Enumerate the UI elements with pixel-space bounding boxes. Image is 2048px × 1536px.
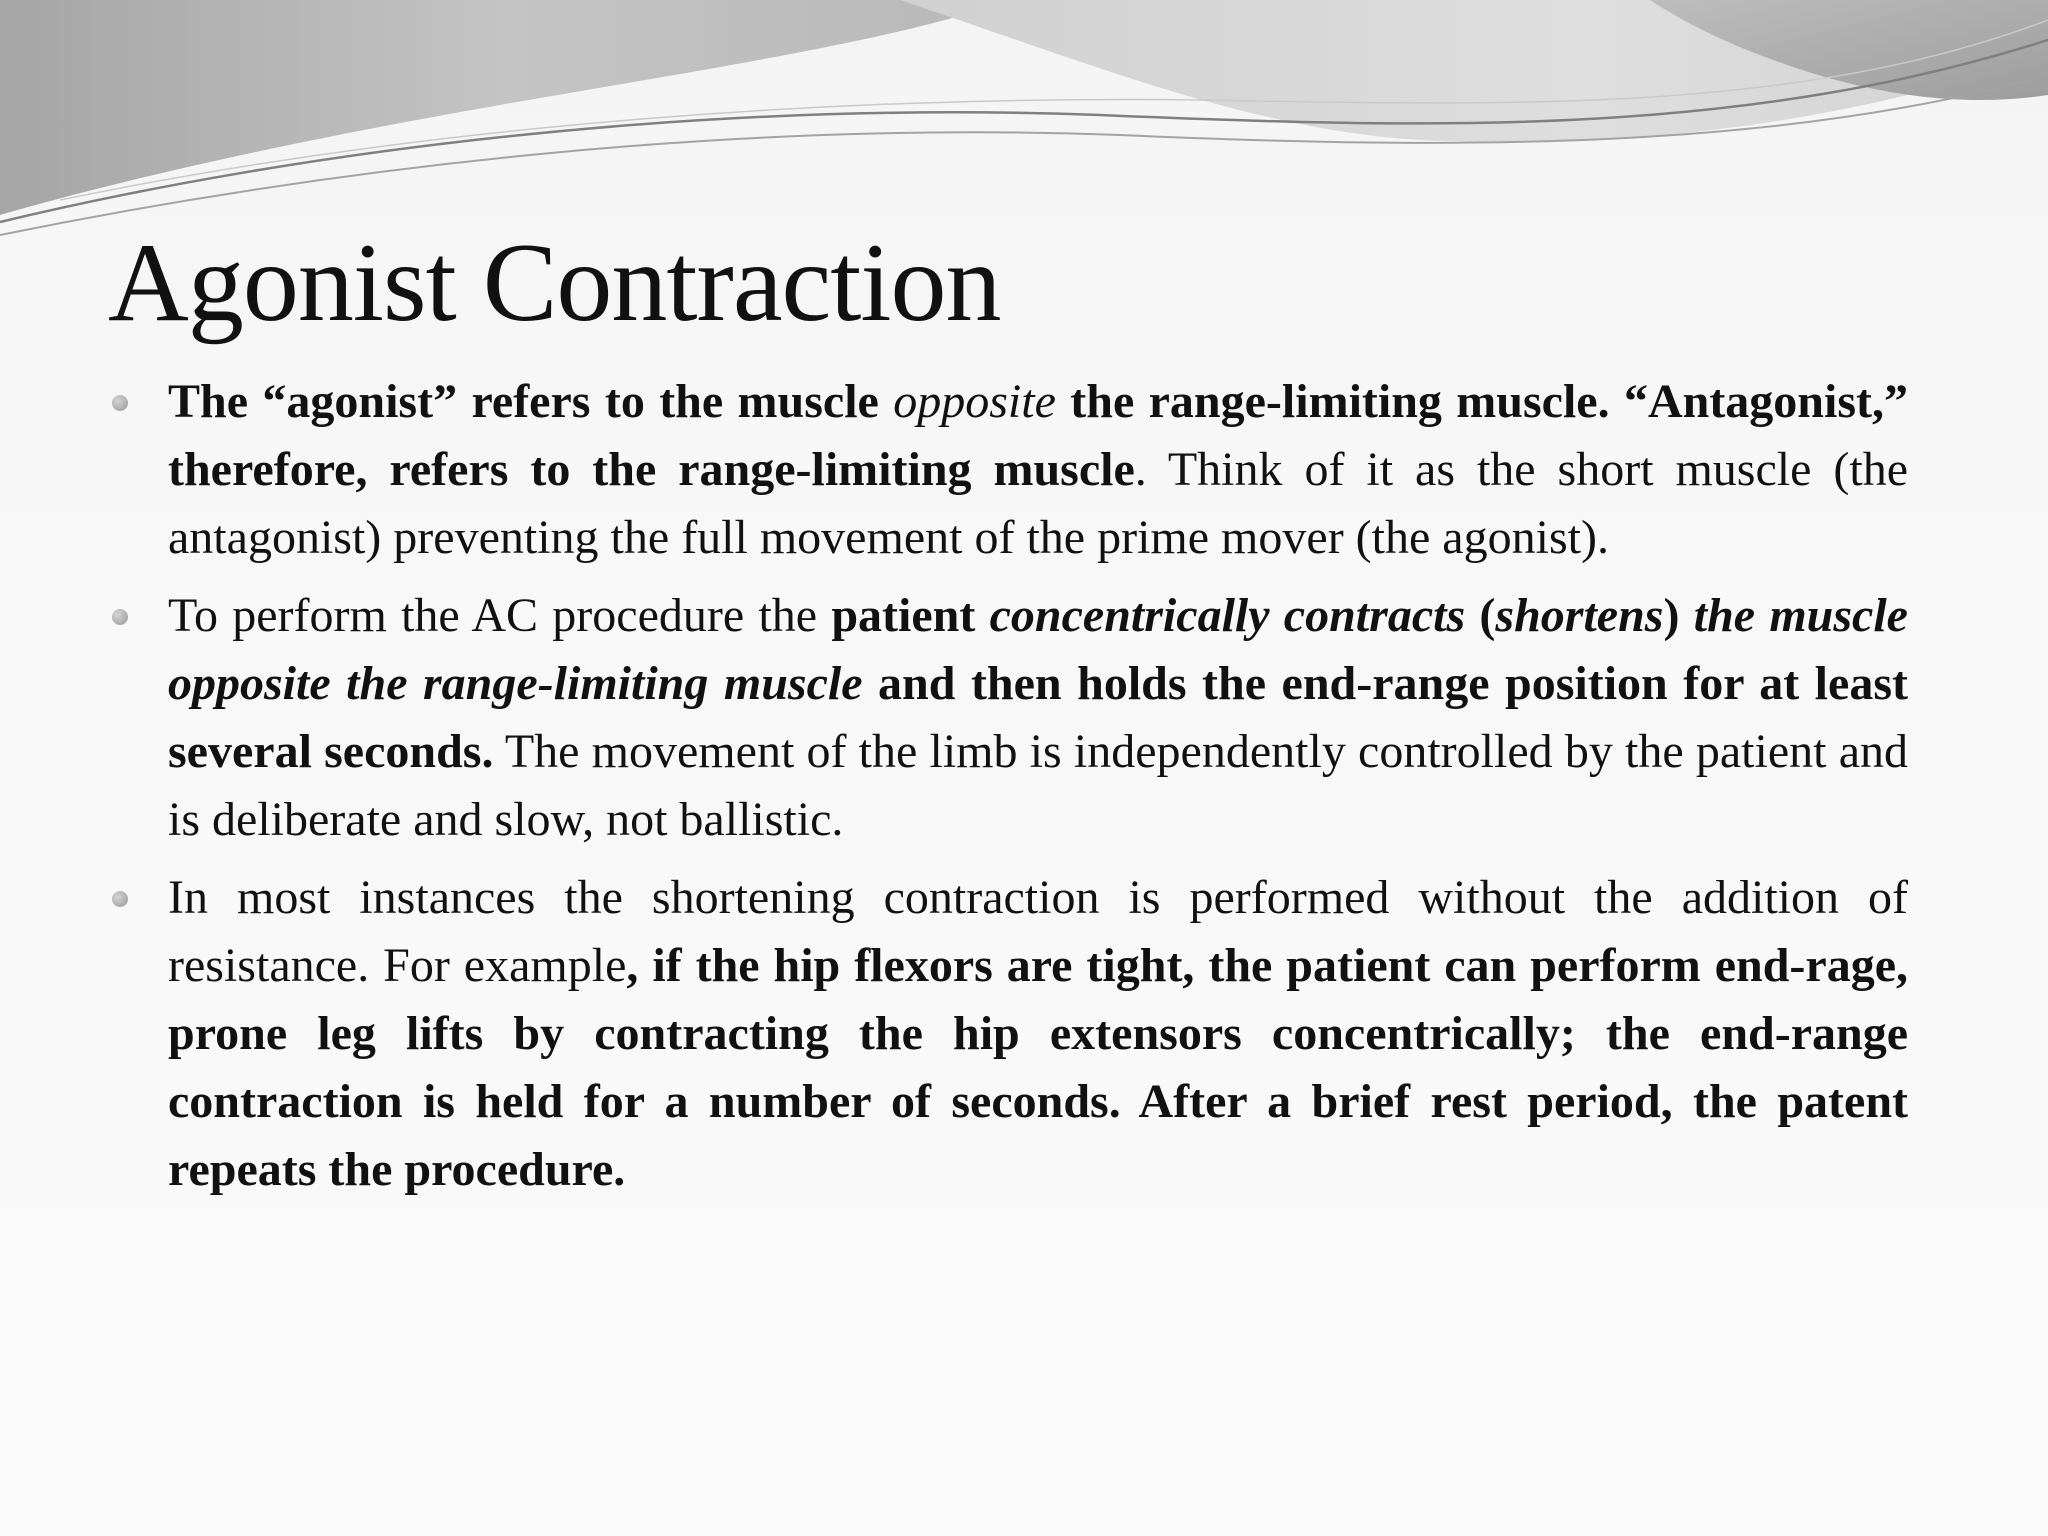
- text-span: the range-limiting muscle. “Antagonist,” therefore, refers to the range-limiting muscle: [168, 375, 1909, 496]
- bullet-list: [108, 368, 1908, 1214]
- text-span: patient: [831, 589, 990, 642]
- text-span: concentrically contracts: [989, 589, 1466, 642]
- text-span: , if the hip flexors are tight, the patient can perform end-rage, prone leg lifts by contracting the hip extensors concentrically; the end-range contraction is held for a number of seconds. After a brief rest period, the patent repeats the procedure.: [168, 939, 1909, 1196]
- bullet-item-3: [108, 864, 1908, 1204]
- text-span: opposite: [893, 375, 1056, 428]
- bullet-text-1: [168, 368, 1908, 572]
- bullet-dot-icon: [112, 395, 128, 411]
- text-span: The movement of the limb is independently controlled by the patient and is deliberate and slow, not ballistic.: [168, 725, 1909, 846]
- text-span: To perform the AC procedure the: [168, 589, 832, 642]
- bullet-dot-icon: [112, 609, 128, 625]
- text-span: The “agonist” refers to the muscle: [168, 375, 894, 428]
- bullet-item-2: [108, 582, 1908, 854]
- bullet-dot-icon: [112, 891, 128, 907]
- text-span: and then holds the end-range position for at least several seconds.: [168, 657, 1908, 778]
- text-span: shortens: [1495, 589, 1664, 642]
- bullet-text-2: [168, 582, 1908, 854]
- bullet-text-3: [168, 864, 1908, 1204]
- slide-title: Agonist Contraction: [108, 221, 1001, 345]
- bullet-item-1: [108, 368, 1908, 572]
- text-span: ): [1663, 589, 1694, 642]
- text-span: (: [1465, 589, 1496, 642]
- text-span: In most instances the shortening contraction is performed without the addition of resistance. For example: [168, 871, 1908, 992]
- text-span: the muscle opposite the range-limiting muscle: [168, 589, 1908, 710]
- text-span: . Think of it as the short muscle (the antagonist) preventing the full movement of the prime mover (the agonist).: [168, 443, 1909, 564]
